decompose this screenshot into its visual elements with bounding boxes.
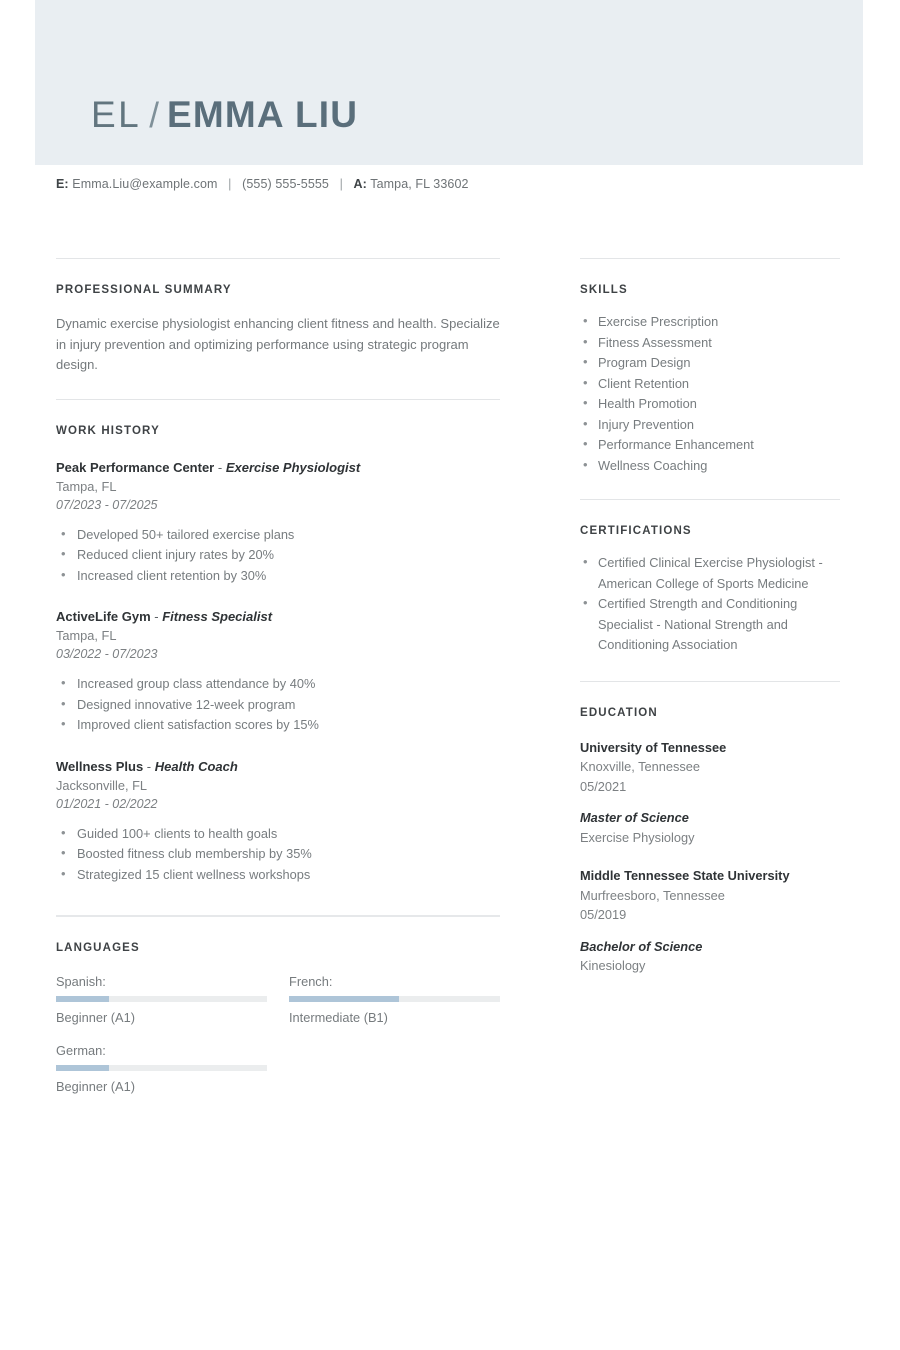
job-dates: 07/2023 - 07/2025 [56, 497, 158, 512]
skill-item: • Performance Enhancement [580, 435, 840, 456]
section-title-work-history: WORK HISTORY [56, 424, 160, 437]
job-dates: 01/2021 - 02/2022 [56, 796, 158, 811]
divider-above-education [580, 681, 840, 682]
contact-divider-2: | [339, 177, 343, 191]
language-proficiency-track [56, 1065, 267, 1071]
language-item [56, 972, 267, 1027]
language-proficiency-track [289, 996, 500, 1002]
professional-summary-text: Dynamic exercise physiologist enhancing client fitness and health. Specialize in injury prevention and optimizing performance using strategic program design. [56, 316, 500, 372]
skills-list [580, 312, 840, 476]
education-entry [580, 866, 840, 976]
job-role: Health Coach [154, 758, 238, 774]
left-column [56, 258, 500, 1110]
language-level: Intermediate (B1) [289, 1010, 388, 1025]
education-school: Middle Tennessee State University [580, 868, 790, 883]
skill-item: • Program Design [580, 353, 840, 374]
address-value: Tampa, FL 33602 [370, 177, 469, 191]
job-title-line [56, 458, 500, 477]
divider-above-summary [56, 258, 500, 259]
work-history-entry [56, 607, 500, 736]
skill-item: • Wellness Coaching [580, 456, 840, 477]
job-role: Fitness Specialist [162, 609, 273, 624]
divider-above-languages [56, 915, 500, 917]
education-location: Murfreesboro, Tennessee [580, 887, 725, 903]
job-dash: - [214, 459, 226, 475]
section-title-languages: LANGUAGES [56, 942, 140, 954]
skill-item: • Fitness Assessment [580, 333, 840, 354]
skill-item: • Injury Prevention [580, 415, 840, 436]
job-bullet: • Developed 50+ tailored exercise plans [56, 525, 500, 546]
language-item [289, 972, 500, 1027]
education-degree: Master of Science [580, 810, 689, 825]
contact-line [56, 177, 469, 191]
education-entry [580, 738, 840, 848]
job-bullet: • Reduced client injury rates by 20% [56, 545, 500, 566]
language-proficiency-fill [56, 996, 109, 1002]
work-history-entry [56, 458, 500, 587]
job-bullet-list [56, 824, 500, 886]
language-item [56, 1041, 267, 1096]
section-title-education: EDUCATION [580, 706, 658, 719]
job-dates: 03/2022 - 07/2023 [56, 647, 158, 661]
skill-item: • Exercise Prescription [580, 312, 840, 333]
initials-monogram: EL [91, 94, 142, 135]
name-separator: / [149, 96, 159, 135]
job-bullet-list [56, 674, 500, 736]
language-name: French: [289, 974, 333, 989]
job-bullet: • Improved client satisfaction scores by 15% [56, 715, 500, 736]
education-date: 05/2019 [580, 907, 627, 922]
full-name: EMMA LIU [167, 94, 359, 135]
job-bullet: • Designed innovative 12-week program [56, 695, 500, 716]
education-school: University of Tennessee [580, 739, 727, 755]
job-bullet: • Increased client retention by 30% [56, 566, 500, 587]
job-location: Jacksonville, FL [56, 777, 148, 793]
language-level: Beginner (A1) [56, 1079, 135, 1094]
right-column [580, 258, 840, 976]
language-name: Spanish: [56, 974, 106, 989]
phone-value[interactable]: (555) 555-5555 [242, 177, 329, 191]
job-bullet: • Guided 100+ clients to health goals [56, 824, 500, 845]
job-location: Tampa, FL [56, 628, 117, 643]
email-label: E: [56, 177, 69, 191]
education-location: Knoxville, Tennessee [580, 759, 700, 774]
divider-above-certifications [580, 499, 840, 500]
job-title-line [56, 607, 500, 626]
job-company: ActiveLife Gym [56, 609, 151, 624]
job-role: Exercise Physiologist [225, 459, 361, 475]
languages-grid [56, 972, 500, 1110]
education-date: 05/2021 [580, 778, 627, 794]
certifications-list [580, 553, 840, 656]
divider-above-work-history [56, 399, 500, 400]
job-dash: - [150, 609, 163, 624]
certification-item: • Certified Clinical Exercise Physiologist - American College of Sports Medicine [580, 553, 840, 594]
job-bullet: • Strategized 15 client wellness workshops [56, 865, 500, 886]
section-title-skills: SKILLS [580, 284, 628, 296]
skill-item: • Client Retention [580, 374, 840, 395]
email-value[interactable]: Emma.Liu@example.com [72, 177, 218, 191]
skill-item: • Health Promotion [580, 394, 840, 415]
certification-item: • Certified Strength and Conditioning Specialist - National Strength and Conditioning Association [580, 594, 840, 656]
language-name: German: [56, 1043, 106, 1058]
job-company: Wellness Plus [56, 758, 144, 774]
work-history-entry [56, 757, 500, 886]
contact-divider-1: | [228, 177, 232, 191]
job-title-line [56, 757, 500, 776]
job-bullet-list [56, 525, 500, 587]
section-title-certifications: CERTIFICATIONS [580, 525, 692, 537]
job-company: Peak Performance Center [56, 459, 215, 475]
education-degree: Bachelor of Science [580, 938, 703, 954]
education-field: Exercise Physiology [580, 829, 695, 845]
language-proficiency-fill [56, 1065, 109, 1071]
education-field: Kinesiology [580, 958, 646, 973]
job-location: Tampa, FL [56, 478, 117, 494]
language-level: Beginner (A1) [56, 1010, 135, 1025]
divider-above-skills [580, 258, 840, 259]
address-label: A: [353, 177, 367, 191]
section-title-professional-summary: PROFESSIONAL SUMMARY [56, 284, 232, 296]
job-bullet: • Increased group class attendance by 40% [56, 674, 500, 695]
language-proficiency-track [56, 996, 267, 1002]
name-heading [91, 96, 358, 133]
header-band [35, 0, 863, 165]
job-bullet: • Boosted fitness club membership by 35% [56, 844, 500, 865]
language-proficiency-fill [289, 996, 399, 1002]
job-dash: - [143, 758, 155, 774]
